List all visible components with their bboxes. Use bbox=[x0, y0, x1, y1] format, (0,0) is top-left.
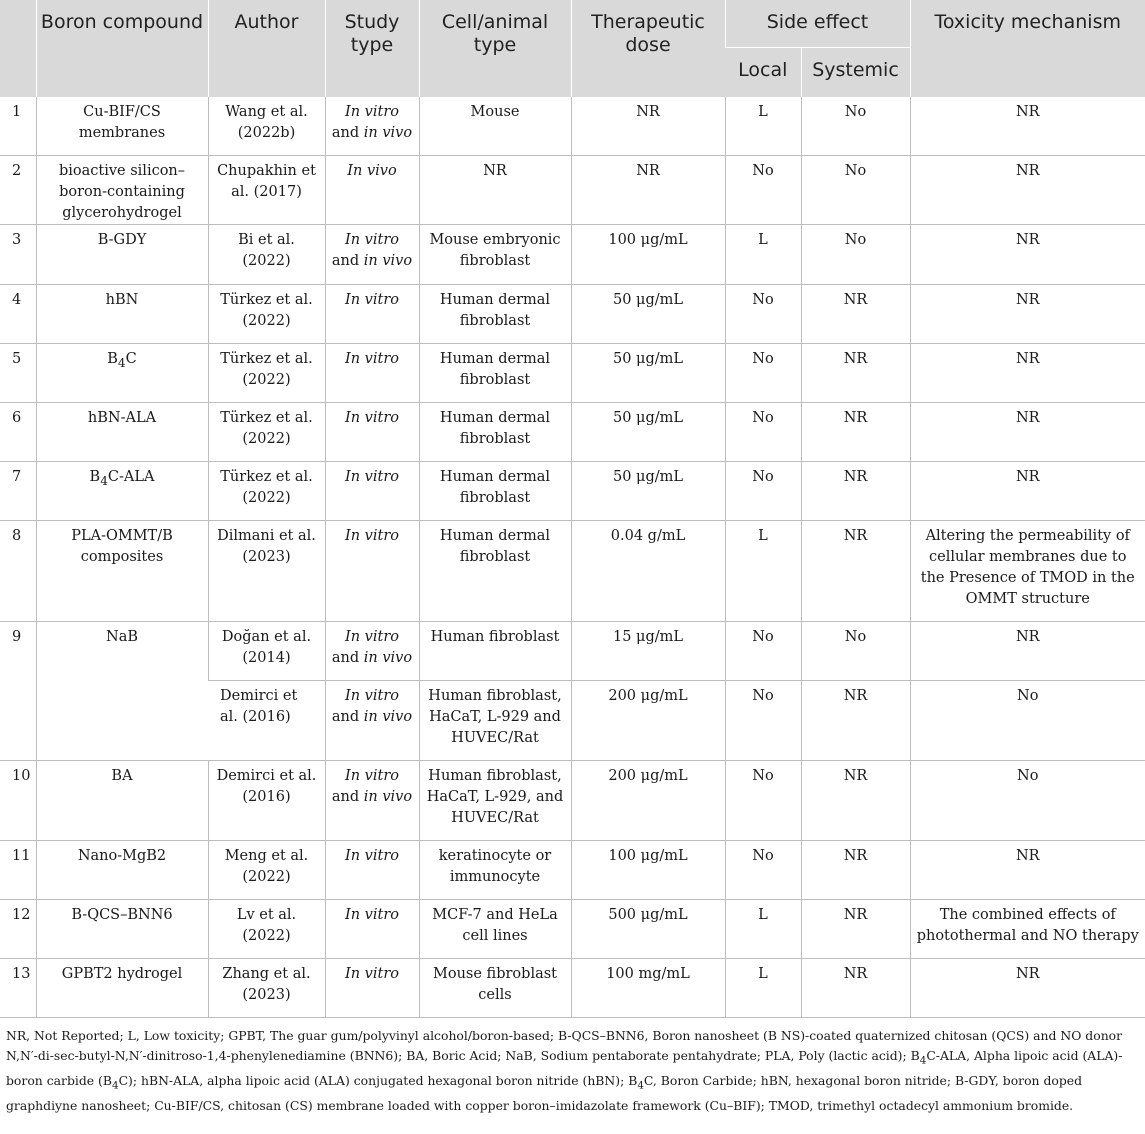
cell-author: Zhang et al. (2023) bbox=[208, 958, 325, 1017]
cell-author: Türkez et al. (2022) bbox=[208, 461, 325, 520]
cell-cell-type: Mouse bbox=[419, 97, 571, 155]
table-row bbox=[0, 155, 1145, 224]
header-number bbox=[0, 0, 36, 97]
cell-study-type: In vitro bbox=[325, 899, 419, 958]
header-cell-animal-type: Cell/animal type bbox=[419, 0, 571, 97]
cell-dose: 100 mg/mL bbox=[571, 958, 725, 1017]
cell-mechanism: NR bbox=[910, 840, 1145, 899]
cell-number: 9 bbox=[0, 621, 36, 760]
cell-compound: bioactive silicon–boron-containing glycerohydrogel bbox=[36, 155, 208, 224]
cell-local: L bbox=[725, 958, 801, 1017]
table-footnote: NR, Not Reported; L, Low toxicity; GPBT, The guar gum/polyvinyl alcohol/boron-based; B-QCS–BNN6, Boron nanosheet (B NS)-coated quaternized chitosan (QCS) and NO donor N,N′-di-sec-butyl-N,N′-dinitroso-1,4-phenylenediamine (BNN6); BA, Boric Acid; NaB, Sodium pentaborate pentahydrate; PLA, Poly (lactic acid); $B_4C$-ALA, Alpha lipoic acid (ALA)-boron carbide $(B_4C)$; hBN-ALA, alpha lipoic acid (ALA) conjugated hexagonal boron nitride (hBN); $B_4C$, Boron Carbide; hBN, hexagonal boron nitride; B-GDY, boron doped graphdiyne nanosheet; Cu-BIF/CS, chitosan (CS) membrane loaded with copper boron–imidazolate framework (Cu–BIF); TMOD, trimethyl octadecyl ammonium bromide. bbox=[6, 1027, 1123, 1113]
cell-local: No bbox=[725, 284, 801, 343]
cell-cell-type: MCF-7 and HeLa cell lines bbox=[419, 899, 571, 958]
header-local: Local bbox=[725, 48, 801, 98]
cell-mechanism: NR bbox=[910, 97, 1145, 155]
cell-mechanism: No bbox=[910, 680, 1145, 760]
cell-author: Türkez et al. (2022) bbox=[208, 402, 325, 461]
cell-mechanism: NR bbox=[910, 402, 1145, 461]
cell-author: Türkez et al. (2022) bbox=[208, 284, 325, 343]
cell-mechanism: No bbox=[910, 760, 1145, 840]
cell-compound: Cu-BIF/CS membranes bbox=[36, 97, 208, 155]
table-row bbox=[0, 520, 1145, 621]
header-boron-compound: Boron compound bbox=[36, 0, 208, 97]
cell-author: Demirci et al. (2016) bbox=[208, 680, 325, 760]
cell-cell-type: Mouse embryonic fibroblast bbox=[419, 224, 571, 284]
cell-cell-type: Human fibroblast bbox=[419, 621, 571, 680]
cell-dose: 15 μg/mL bbox=[571, 621, 725, 680]
cell-systemic: NR bbox=[801, 958, 910, 1017]
cell-study-type: In vitro and in vivo bbox=[325, 621, 419, 680]
cell-author: Doğan et al. (2014) bbox=[208, 621, 325, 680]
cell-cell-type: Human dermal fibroblast bbox=[419, 343, 571, 402]
cell-systemic: NR bbox=[801, 899, 910, 958]
header-therapeutic-dose: Therapeutic dose bbox=[571, 0, 725, 97]
cell-systemic: NR bbox=[801, 840, 910, 899]
cell-study-type: In vitro bbox=[325, 520, 419, 621]
cell-author: Wang et al. (2022b) bbox=[208, 97, 325, 155]
cell-local: L bbox=[725, 224, 801, 284]
header-study-type: Study type bbox=[325, 0, 419, 97]
cell-mechanism: NR bbox=[910, 224, 1145, 284]
table-row bbox=[0, 899, 1145, 958]
table-row bbox=[0, 461, 1145, 520]
cell-local: L bbox=[725, 520, 801, 621]
cell-author: Dilmani et al. (2023) bbox=[208, 520, 325, 621]
cell-systemic: NR bbox=[801, 461, 910, 520]
cell-study-type: In vitro bbox=[325, 402, 419, 461]
cell-dose: 100 μg/mL bbox=[571, 840, 725, 899]
cell-dose: NR bbox=[571, 97, 725, 155]
cell-number: 12 bbox=[0, 899, 36, 958]
cell-systemic: NR bbox=[801, 680, 910, 760]
cell-systemic: NR bbox=[801, 402, 910, 461]
cell-cell-type: Human fibroblast, HaCaT, L-929, and HUVEC/Rat bbox=[419, 760, 571, 840]
cell-number: 4 bbox=[0, 284, 36, 343]
cell-cell-type: Human dermal fibroblast bbox=[419, 461, 571, 520]
cell-study-type: In vitro bbox=[325, 958, 419, 1017]
cell-author: Chupakhin et al. (2017) bbox=[208, 155, 325, 224]
header-author: Author bbox=[208, 0, 325, 97]
cell-cell-type: Human dermal fibroblast bbox=[419, 520, 571, 621]
cell-mechanism: NR bbox=[910, 155, 1145, 224]
cell-local: L bbox=[725, 97, 801, 155]
cell-author: Lv et al. (2022) bbox=[208, 899, 325, 958]
cell-systemic: NR bbox=[801, 520, 910, 621]
cell-systemic: No bbox=[801, 224, 910, 284]
cell-systemic: NR bbox=[801, 284, 910, 343]
cell-compound: BA bbox=[36, 760, 208, 840]
cell-mechanism: Altering the permeability of cellular membranes due to the Presence of TMOD in the OMMT structure bbox=[910, 520, 1145, 621]
cell-study-type: In vitro and in vivo bbox=[325, 224, 419, 284]
cell-number: 13 bbox=[0, 958, 36, 1017]
cell-systemic: No bbox=[801, 97, 910, 155]
cell-compound: GPBT2 hydrogel bbox=[36, 958, 208, 1017]
cell-systemic: NR bbox=[801, 760, 910, 840]
header-toxicity-mechanism: Toxicity mechanism bbox=[910, 0, 1145, 97]
cell-number: 5 bbox=[0, 343, 36, 402]
cell-number: 11 bbox=[0, 840, 36, 899]
cell-compound: $B_4C$-ALA bbox=[36, 461, 208, 520]
cell-local: L bbox=[725, 899, 801, 958]
cell-dose: 50 μg/mL bbox=[571, 402, 725, 461]
cell-study-type: In vitro bbox=[325, 461, 419, 520]
cell-cell-type: Human fibroblast, HaCaT, L-929 and HUVEC/Rat bbox=[419, 680, 571, 760]
cell-mechanism: NR bbox=[910, 461, 1145, 520]
cell-mechanism: NR bbox=[910, 284, 1145, 343]
table-row bbox=[0, 621, 1145, 680]
cell-compound: hBN-ALA bbox=[36, 402, 208, 461]
cell-dose: 0.04 g/mL bbox=[571, 520, 725, 621]
cell-compound: B-GDY bbox=[36, 224, 208, 284]
cell-mechanism: NR bbox=[910, 343, 1145, 402]
cell-local: No bbox=[725, 840, 801, 899]
table-row bbox=[0, 958, 1145, 1017]
table-row bbox=[0, 284, 1145, 343]
cell-study-type: In vitro bbox=[325, 343, 419, 402]
cell-study-type: In vitro bbox=[325, 840, 419, 899]
cell-compound: NaB bbox=[36, 621, 208, 760]
cell-study-type: In vitro and in vivo bbox=[325, 680, 419, 760]
cell-study-type: In vivo bbox=[325, 155, 419, 224]
cell-number: 7 bbox=[0, 461, 36, 520]
cell-local: No bbox=[725, 461, 801, 520]
cell-compound: Nano-MgB2 bbox=[36, 840, 208, 899]
table-body bbox=[0, 97, 1145, 1017]
cell-compound: $B_4C$ bbox=[36, 343, 208, 402]
cell-cell-type: Human dermal fibroblast bbox=[419, 402, 571, 461]
cell-study-type: In vitro bbox=[325, 284, 419, 343]
cell-cell-type: Human dermal fibroblast bbox=[419, 284, 571, 343]
cell-dose: 50 μg/mL bbox=[571, 461, 725, 520]
table-row bbox=[0, 343, 1145, 402]
table-row bbox=[0, 97, 1145, 155]
cell-local: No bbox=[725, 680, 801, 760]
cell-author: Türkez et al. (2022) bbox=[208, 343, 325, 402]
cell-local: No bbox=[725, 621, 801, 680]
cell-mechanism: The combined effects of photothermal and NO therapy bbox=[910, 899, 1145, 958]
cell-author: Demirci et al. (2016) bbox=[208, 760, 325, 840]
cell-cell-type: Mouse fibroblast cells bbox=[419, 958, 571, 1017]
cell-dose: 50 μg/mL bbox=[571, 343, 725, 402]
cell-number: 10 bbox=[0, 760, 36, 840]
cell-cell-type: NR bbox=[419, 155, 571, 224]
cell-number: 8 bbox=[0, 520, 36, 621]
cell-dose: 50 μg/mL bbox=[571, 284, 725, 343]
cell-mechanism: NR bbox=[910, 958, 1145, 1017]
header-systemic: Systemic bbox=[801, 48, 910, 98]
cell-dose: 100 μg/mL bbox=[571, 224, 725, 284]
cell-mechanism: NR bbox=[910, 621, 1145, 680]
cell-local: No bbox=[725, 343, 801, 402]
cell-systemic: No bbox=[801, 621, 910, 680]
cell-cell-type: keratinocyte or immunocyte bbox=[419, 840, 571, 899]
cell-number: 1 bbox=[0, 97, 36, 155]
cell-local: No bbox=[725, 760, 801, 840]
table-row bbox=[0, 760, 1145, 840]
header-side-effect: Side effect bbox=[725, 0, 910, 48]
cell-dose: NR bbox=[571, 155, 725, 224]
cell-local: No bbox=[725, 402, 801, 461]
cell-dose: 200 μg/mL bbox=[571, 680, 725, 760]
table-row bbox=[0, 224, 1145, 284]
cell-number: 2 bbox=[0, 155, 36, 224]
cell-compound: hBN bbox=[36, 284, 208, 343]
cell-systemic: NR bbox=[801, 343, 910, 402]
table-header bbox=[0, 0, 1145, 97]
cell-author: Meng et al. (2022) bbox=[208, 840, 325, 899]
cell-study-type: In vitro and in vivo bbox=[325, 760, 419, 840]
cell-dose: 200 μg/mL bbox=[571, 760, 725, 840]
cell-compound: B-QCS–BNN6 bbox=[36, 899, 208, 958]
table-row bbox=[0, 840, 1145, 899]
cell-number: 3 bbox=[0, 224, 36, 284]
cell-study-type: In vitro and in vivo bbox=[325, 97, 419, 155]
cell-systemic: No bbox=[801, 155, 910, 224]
cell-author: Bi et al. (2022) bbox=[208, 224, 325, 284]
cell-local: No bbox=[725, 155, 801, 224]
cell-compound: PLA-OMMT/B composites bbox=[36, 520, 208, 621]
table-row bbox=[0, 402, 1145, 461]
cell-dose: 500 μg/mL bbox=[571, 899, 725, 958]
cell-number: 6 bbox=[0, 402, 36, 461]
